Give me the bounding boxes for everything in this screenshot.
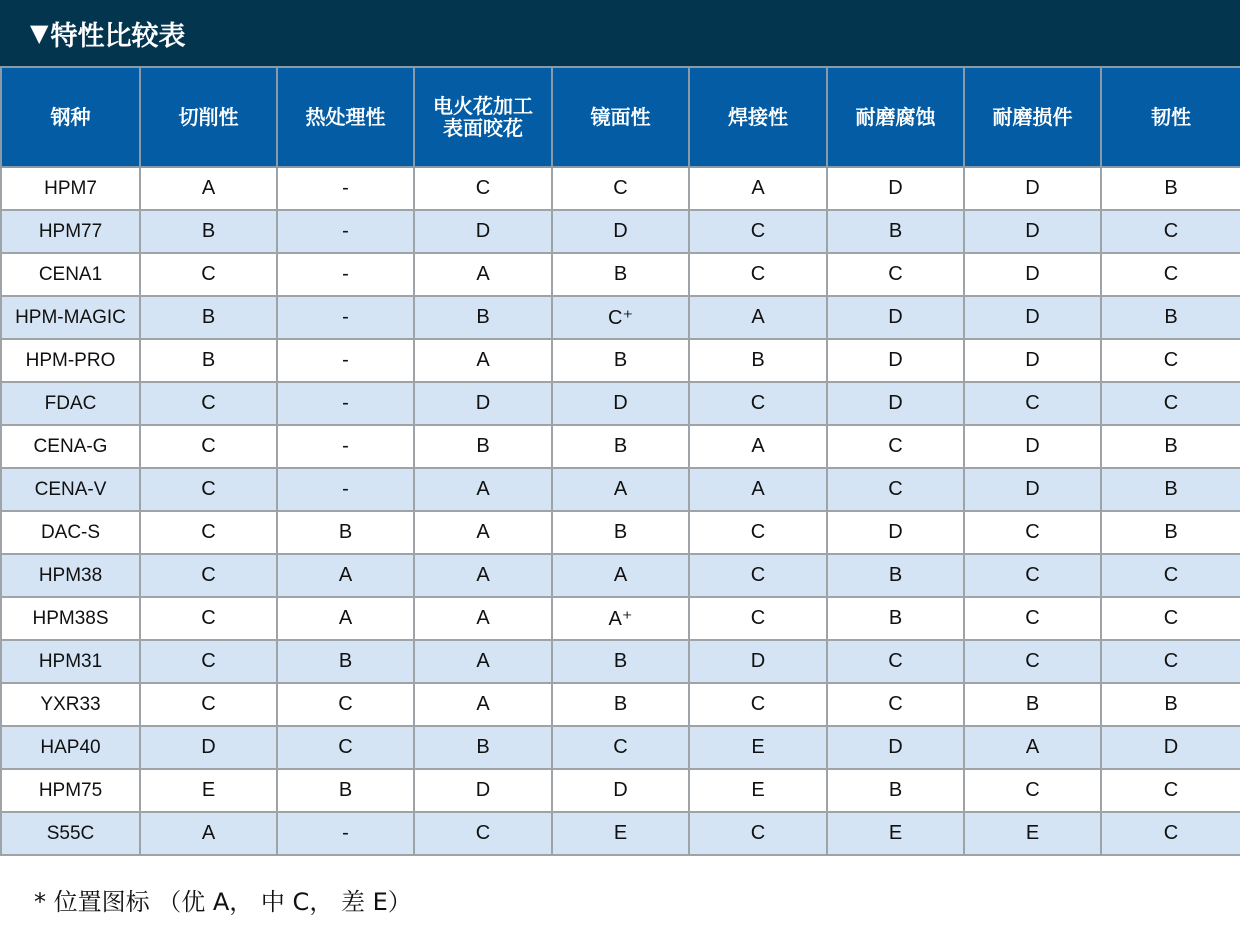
- rating-cell: D: [827, 382, 964, 425]
- rating-cell: C: [689, 554, 827, 597]
- steel-grade-cell: FDAC: [1, 382, 140, 425]
- rating-cell: B: [1101, 167, 1240, 210]
- rating-cell: C: [414, 812, 552, 855]
- rating-cell: C: [827, 253, 964, 296]
- rating-cell: -: [277, 210, 414, 253]
- table-row: [1, 253, 1240, 296]
- rating-cell: D: [414, 769, 552, 812]
- rating-cell: C: [689, 253, 827, 296]
- rating-cell: B: [827, 554, 964, 597]
- rating-cell: D: [827, 726, 964, 769]
- rating-cell: D: [964, 339, 1101, 382]
- steel-grade-cell: HPM38: [1, 554, 140, 597]
- table-row: [1, 339, 1240, 382]
- steel-grade-cell: CENA-V: [1, 468, 140, 511]
- steel-grade-cell: HPM-MAGIC: [1, 296, 140, 339]
- rating-cell: A: [277, 597, 414, 640]
- steel-grade-cell: HPM77: [1, 210, 140, 253]
- rating-cell: A: [414, 554, 552, 597]
- rating-cell: B: [552, 683, 689, 726]
- rating-cell: B: [277, 769, 414, 812]
- rating-cell: A: [689, 167, 827, 210]
- rating-cell: A: [414, 253, 552, 296]
- table-row: [1, 640, 1240, 683]
- rating-cell: B: [552, 339, 689, 382]
- rating-cell: B: [552, 425, 689, 468]
- rating-cell: C: [1101, 382, 1240, 425]
- rating-cell: C: [140, 425, 277, 468]
- rating-cell: B: [552, 640, 689, 683]
- header-edm-texturing: 电火花加工 表面咬花: [414, 67, 552, 167]
- rating-cell: B: [1101, 296, 1240, 339]
- header-corrosion-resistance: 耐磨腐蚀: [827, 67, 964, 167]
- steel-grade-cell: HPM7: [1, 167, 140, 210]
- table-row: [1, 210, 1240, 253]
- rating-cell: -: [277, 296, 414, 339]
- rating-cell: D: [552, 769, 689, 812]
- triangle-down-icon: ▼: [30, 19, 49, 47]
- rating-cell: E: [140, 769, 277, 812]
- rating-cell: -: [277, 167, 414, 210]
- rating-cell: D: [414, 210, 552, 253]
- rating-cell: A: [689, 425, 827, 468]
- page-title: 特性比较表: [50, 20, 186, 52]
- table-row: [1, 683, 1240, 726]
- rating-cell: B: [1101, 425, 1240, 468]
- rating-cell: D: [827, 296, 964, 339]
- rating-cell: C: [689, 812, 827, 855]
- table-row: [1, 726, 1240, 769]
- rating-cell: D: [964, 210, 1101, 253]
- rating-cell: B: [140, 339, 277, 382]
- rating-cell: D: [552, 210, 689, 253]
- rating-cell: A: [277, 554, 414, 597]
- rating-cell: D: [827, 511, 964, 554]
- steel-grade-cell: S55C: [1, 812, 140, 855]
- rating-cell: B: [827, 769, 964, 812]
- table-row: [1, 554, 1240, 597]
- rating-cell: A: [414, 640, 552, 683]
- table-row: [1, 468, 1240, 511]
- rating-cell: C: [1101, 210, 1240, 253]
- rating-cell: D: [689, 640, 827, 683]
- rating-cell: D: [140, 726, 277, 769]
- steel-grade-cell: CENA1: [1, 253, 140, 296]
- table-row: [1, 296, 1240, 339]
- steel-grade-cell: HPM-PRO: [1, 339, 140, 382]
- rating-cell: C: [689, 597, 827, 640]
- table-row: [1, 812, 1240, 855]
- header-heat-treatment: 热处理性: [277, 67, 414, 167]
- rating-cell: E: [827, 812, 964, 855]
- rating-cell: B: [552, 253, 689, 296]
- rating-cell: C: [277, 683, 414, 726]
- rating-cell: C: [552, 726, 689, 769]
- rating-cell: D: [964, 425, 1101, 468]
- rating-cell: D: [827, 167, 964, 210]
- rating-cell: C: [964, 554, 1101, 597]
- header-wear-resistance: 耐磨损件: [964, 67, 1101, 167]
- rating-cell: A: [689, 296, 827, 339]
- rating-cell: C: [552, 167, 689, 210]
- steel-grade-cell: HPM75: [1, 769, 140, 812]
- steel-grade-cell: DAC-S: [1, 511, 140, 554]
- rating-cell: D: [414, 382, 552, 425]
- rating-cell: E: [689, 769, 827, 812]
- rating-cell: C: [827, 468, 964, 511]
- header-steel: 钢种: [1, 67, 140, 167]
- rating-cell: C: [1101, 769, 1240, 812]
- rating-cell: C: [140, 511, 277, 554]
- rating-cell: A: [552, 554, 689, 597]
- table-row: [1, 511, 1240, 554]
- rating-cell: A: [964, 726, 1101, 769]
- rating-cell: B: [414, 296, 552, 339]
- rating-cell: B: [414, 726, 552, 769]
- rating-cell: E: [552, 812, 689, 855]
- rating-cell: D: [964, 167, 1101, 210]
- rating-cell: -: [277, 468, 414, 511]
- header-polishability: 镜面性: [552, 67, 689, 167]
- table-row: [1, 769, 1240, 812]
- rating-cell: C: [1101, 812, 1240, 855]
- legend-note: * 位置图标 （优 A， 中 C， 差 E）: [34, 888, 412, 916]
- rating-cell: B: [1101, 468, 1240, 511]
- rating-cell: A: [552, 468, 689, 511]
- rating-cell: C: [827, 640, 964, 683]
- rating-cell: A: [140, 812, 277, 855]
- rating-cell: -: [277, 339, 414, 382]
- comparison-table: [0, 66, 1240, 856]
- rating-cell: C: [140, 640, 277, 683]
- rating-cell: B: [689, 339, 827, 382]
- rating-cell: D: [964, 468, 1101, 511]
- rating-cell: C: [140, 554, 277, 597]
- rating-cell: E: [964, 812, 1101, 855]
- rating-cell: D: [827, 339, 964, 382]
- table-row: [1, 382, 1240, 425]
- rating-cell: D: [964, 253, 1101, 296]
- rating-cell: C: [964, 511, 1101, 554]
- rating-cell: B: [964, 683, 1101, 726]
- table-row: [1, 425, 1240, 468]
- rating-cell: B: [277, 640, 414, 683]
- rating-cell: C: [689, 210, 827, 253]
- steel-grade-cell: HPM31: [1, 640, 140, 683]
- table-row: [1, 167, 1240, 210]
- rating-cell: D: [552, 382, 689, 425]
- rating-cell: B: [827, 597, 964, 640]
- rating-cell: B: [827, 210, 964, 253]
- header-row: [1, 67, 1240, 167]
- rating-cell: C: [140, 253, 277, 296]
- rating-cell: A: [414, 339, 552, 382]
- rating-cell: -: [277, 425, 414, 468]
- rating-cell: C: [964, 597, 1101, 640]
- rating-cell: -: [277, 812, 414, 855]
- rating-cell: B: [140, 210, 277, 253]
- rating-cell: C: [827, 425, 964, 468]
- rating-cell: A⁺: [552, 597, 689, 640]
- rating-cell: A: [689, 468, 827, 511]
- rating-cell: C: [140, 597, 277, 640]
- rating-cell: C: [140, 468, 277, 511]
- rating-cell: C: [1101, 339, 1240, 382]
- rating-cell: E: [689, 726, 827, 769]
- rating-cell: C: [689, 382, 827, 425]
- table-row: [1, 597, 1240, 640]
- rating-cell: A: [140, 167, 277, 210]
- steel-grade-cell: HPM38S: [1, 597, 140, 640]
- rating-cell: C: [689, 683, 827, 726]
- rating-cell: C: [140, 683, 277, 726]
- rating-cell: C: [964, 382, 1101, 425]
- rating-cell: A: [414, 683, 552, 726]
- rating-cell: A: [414, 597, 552, 640]
- rating-cell: -: [277, 382, 414, 425]
- rating-cell: C⁺: [552, 296, 689, 339]
- rating-cell: C: [1101, 554, 1240, 597]
- rating-cell: D: [964, 296, 1101, 339]
- rating-cell: C: [827, 683, 964, 726]
- rating-cell: B: [552, 511, 689, 554]
- rating-cell: C: [964, 640, 1101, 683]
- rating-cell: B: [277, 511, 414, 554]
- rating-cell: -: [277, 253, 414, 296]
- rating-cell: A: [414, 468, 552, 511]
- rating-cell: D: [1101, 726, 1240, 769]
- rating-cell: C: [1101, 253, 1240, 296]
- header-toughness: 韧性: [1101, 67, 1240, 167]
- rating-cell: B: [1101, 683, 1240, 726]
- rating-cell: C: [277, 726, 414, 769]
- steel-grade-cell: HAP40: [1, 726, 140, 769]
- rating-cell: B: [140, 296, 277, 339]
- header-machinability: 切削性: [140, 67, 277, 167]
- steel-grade-cell: YXR33: [1, 683, 140, 726]
- rating-cell: C: [964, 769, 1101, 812]
- steel-grade-cell: CENA-G: [1, 425, 140, 468]
- rating-cell: B: [1101, 511, 1240, 554]
- rating-cell: C: [1101, 597, 1240, 640]
- rating-cell: C: [689, 511, 827, 554]
- rating-cell: C: [140, 382, 277, 425]
- rating-cell: A: [414, 511, 552, 554]
- rating-cell: B: [414, 425, 552, 468]
- rating-cell: C: [414, 167, 552, 210]
- header-weldability: 焊接性: [689, 67, 827, 167]
- title-bar: [0, 0, 1240, 66]
- rating-cell: C: [1101, 640, 1240, 683]
